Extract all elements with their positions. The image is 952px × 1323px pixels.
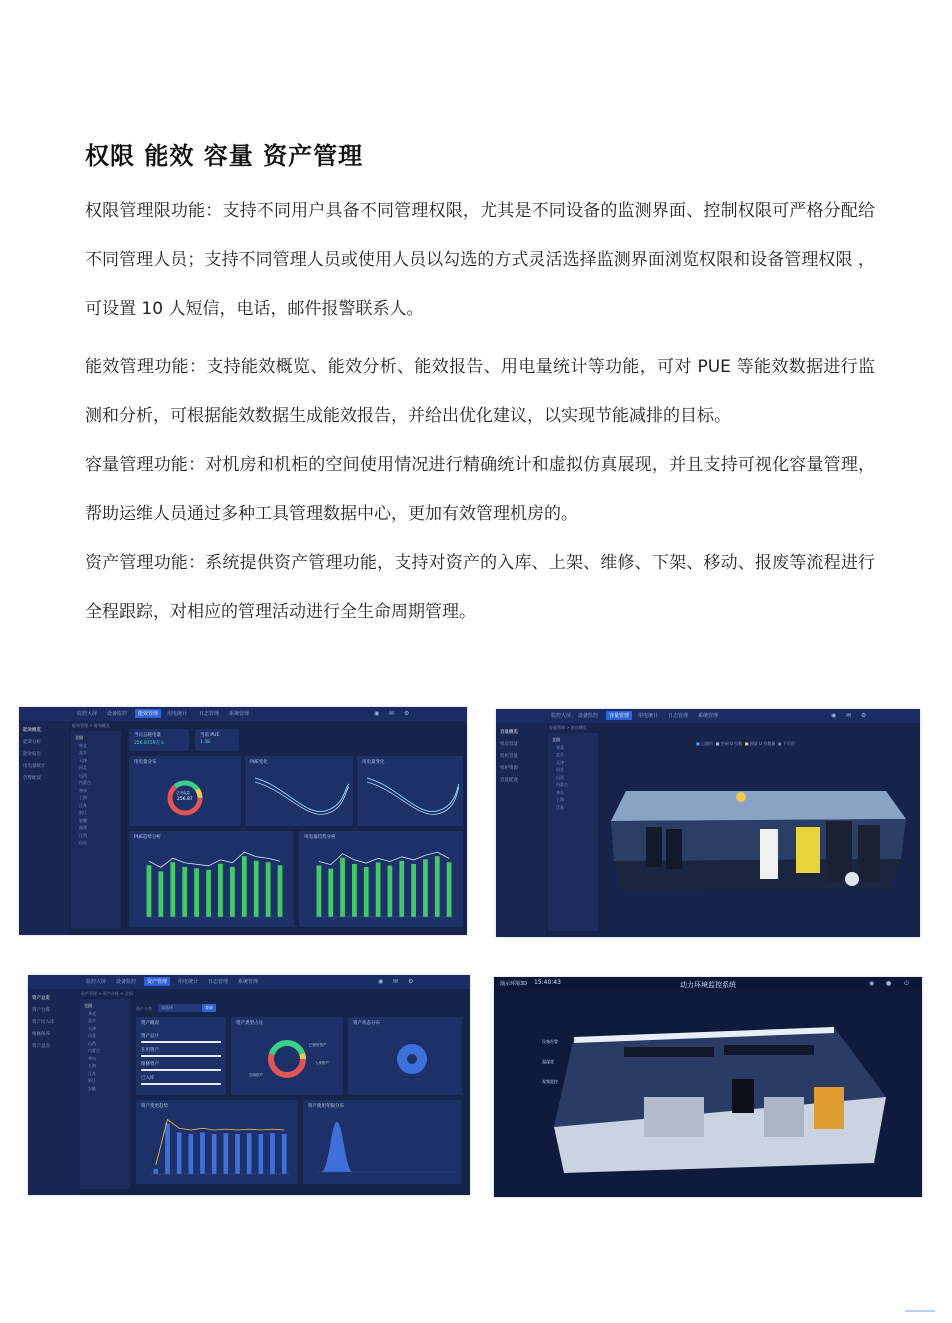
stat-label: 已入库	[141, 1076, 155, 1081]
chart-bar	[147, 865, 152, 917]
region-selector[interactable]: 演示环境3D	[500, 981, 528, 987]
panel-title: PUE变化	[250, 760, 268, 765]
sidebar-item[interactable]: 维修保养	[32, 1032, 50, 1037]
chart-bar	[259, 1134, 264, 1174]
breadcrumb: 能效管理 > 能效概览	[72, 723, 110, 728]
nav-item[interactable]: 用电统计	[638, 713, 659, 719]
legend-item: 空闲 U 位数	[720, 741, 743, 746]
kpi-label: 当日总耗电量	[134, 733, 161, 738]
bell-icon[interactable]: ◉	[374, 710, 380, 717]
nav-item-active[interactable]: 资产管理	[144, 977, 170, 986]
sidebar-item[interactable]: 能效概览	[23, 728, 41, 733]
tree-node[interactable]: 内蒙古	[88, 1048, 100, 1053]
chart-bar	[235, 1134, 240, 1174]
kpi-card	[195, 729, 239, 751]
chart-bar	[206, 870, 211, 917]
chart-bar	[165, 1124, 170, 1174]
tree-node[interactable]: 北京	[79, 750, 87, 755]
nav-item[interactable]: 监控大屏	[551, 713, 572, 719]
page-indicator	[905, 1310, 935, 1312]
chart-bar	[247, 1133, 252, 1174]
panel-title: 资产概况	[141, 1021, 159, 1026]
nav-item[interactable]: 日志管理	[199, 711, 220, 717]
panel-title: 用电量分布	[134, 760, 157, 765]
breadcrumb: 容量管理 > 机房概览	[549, 725, 587, 730]
tree-node[interactable]: 华东	[556, 789, 564, 795]
bell-icon[interactable]: ◉	[378, 978, 384, 985]
nav-item[interactable]: 设备监控	[107, 711, 128, 717]
tree-node[interactable]: 江西	[79, 832, 87, 838]
chart-bar	[411, 864, 416, 917]
panel-title: 资产状态分布	[353, 1021, 380, 1026]
chart-bar	[200, 1132, 205, 1174]
tree-node[interactable]: 安徽	[88, 1085, 96, 1091]
panel-asset-status	[348, 1017, 462, 1095]
sidebar-item[interactable]: 能效分析	[23, 740, 41, 745]
overlay-label[interactable]: 视频监控	[542, 1079, 558, 1084]
panel-asset-change-trend	[136, 1100, 298, 1184]
search-button[interactable]: 查询	[202, 1004, 216, 1012]
chart-bar	[364, 867, 369, 917]
bar-chart	[299, 831, 463, 927]
mail-icon[interactable]: ✉	[389, 710, 395, 717]
tree-node[interactable]: 上海	[79, 795, 87, 800]
kpi-value: 256.8759万 k	[134, 741, 165, 746]
nav-item[interactable]: 用电统计	[167, 711, 188, 717]
panel-asset-summary	[136, 1017, 226, 1095]
chart-bar	[352, 864, 357, 917]
progress-bar	[141, 1083, 221, 1085]
tree-node[interactable]: 山东	[79, 840, 87, 845]
chart-line	[156, 1120, 284, 1165]
pie-label: 空闲资产	[249, 1073, 263, 1077]
nav-item[interactable]: 监控大屏	[86, 979, 107, 985]
filter-select[interactable]: 请选择	[158, 1004, 201, 1012]
chart-bar	[189, 1134, 194, 1174]
legend: ■ 已使用 ■ 空闲 U 位数 ■ 预留 U 位数量 ■ 不可用	[696, 741, 795, 746]
tree-node[interactable]: 华东	[88, 1055, 96, 1061]
line-chart	[245, 756, 353, 826]
stat-label: 在用资产	[141, 1048, 159, 1053]
top-nav-bar	[19, 707, 467, 721]
screenshot-capacity-management	[496, 709, 920, 937]
chart-bar	[194, 868, 199, 917]
sidebar-item[interactable]: 机房容量	[500, 742, 518, 747]
panel-pue-trend	[129, 831, 294, 927]
panel-title: 用电量变化	[362, 760, 385, 765]
user-icon[interactable]: ●	[886, 980, 892, 987]
kpi-value: 1.38	[200, 740, 211, 745]
stat-label: 维修资产	[141, 1062, 159, 1067]
sidebar-item[interactable]: 资产总览	[32, 996, 50, 1001]
chart-bar	[282, 1134, 287, 1174]
building-3d-model	[494, 977, 922, 1197]
panel-title: PUE趋势分析	[134, 835, 161, 840]
panel-usage-trend	[299, 831, 463, 927]
nav-item-active[interactable]: 能效管理	[135, 709, 161, 718]
sidebar	[28, 989, 78, 1195]
chart-bar	[212, 1134, 217, 1174]
screenshot-energy-management	[19, 707, 467, 935]
filter-label: 资产分类	[136, 1006, 152, 1011]
tree-node[interactable]: 内蒙古	[556, 782, 568, 787]
overlay-label[interactable]: 温湿度	[542, 1059, 554, 1064]
chart-bar	[170, 862, 175, 917]
settings-icon[interactable]: ⚙	[404, 710, 410, 717]
sidebar-item[interactable]: 机柜资源	[500, 766, 518, 771]
alarm-icon[interactable]: ◉	[869, 980, 875, 987]
tree-node[interactable]: 江苏	[79, 802, 87, 808]
panel-title: 资产使用年限分布	[308, 1104, 344, 1109]
chart-bar	[278, 865, 283, 917]
sidebar	[19, 721, 69, 935]
sidebar-item[interactable]: 资产盘点	[32, 1044, 50, 1049]
kpi-label: 当前 PUE	[200, 733, 220, 738]
sidebar-item[interactable]: 资产台账	[32, 1008, 50, 1013]
panel-title: 用电量趋势分析	[304, 835, 336, 840]
region-tree	[80, 999, 130, 1189]
panel-usage-distribution	[129, 756, 241, 826]
mail-icon[interactable]: ✉	[846, 712, 852, 719]
nav-item[interactable]: 用电统计	[178, 979, 199, 985]
tree-node[interactable]: 福建	[79, 825, 87, 830]
chart-bar	[218, 864, 223, 917]
kpi-card	[129, 729, 189, 751]
donut-chart	[231, 1017, 343, 1095]
tree-node[interactable]: 山西	[79, 772, 87, 778]
panel-asset-type-ratio	[231, 1017, 343, 1095]
tree-node[interactable]: 上海	[88, 1063, 96, 1068]
tree-node[interactable]: 安徽	[79, 817, 87, 823]
nav-item[interactable]: 系统管理	[698, 713, 719, 719]
settings-icon[interactable]: ⚙	[408, 978, 414, 985]
tree-node[interactable]: 上海	[556, 797, 564, 802]
legend-item: 已使用	[701, 741, 714, 746]
breadcrumb: 资产管理 > 资产台账 > 全国	[81, 991, 133, 996]
chart-bar	[158, 871, 163, 917]
stat-label: 资产总计	[141, 1034, 159, 1039]
nav-item[interactable]: 设备监控	[578, 713, 599, 719]
overlay-label[interactable]: 设备告警	[542, 1039, 558, 1044]
tree-node[interactable]: 天津	[556, 759, 564, 765]
chart-bar	[177, 1132, 182, 1174]
nav-item[interactable]: 日志管理	[668, 713, 689, 719]
pie-label: 入库资产	[315, 1061, 329, 1065]
sidebar-item[interactable]: 机柜容量	[500, 754, 518, 759]
progress-bar	[141, 1041, 221, 1043]
tree-node[interactable]: 山西	[88, 1040, 96, 1046]
tree-node[interactable]: 全国	[75, 735, 83, 740]
bell-icon[interactable]: ◉	[831, 712, 837, 719]
screenshot-asset-management	[28, 975, 470, 1195]
tree-node[interactable]: 华东	[79, 787, 87, 793]
progress-bar	[141, 1069, 221, 1071]
tree-node[interactable]: 浙江	[88, 1078, 96, 1083]
sidebar-item[interactable]: 用电量统计	[23, 764, 46, 769]
sidebar-item[interactable]: 容量配置	[500, 778, 518, 783]
tree-node[interactable]: 北京	[556, 752, 564, 757]
nav-item[interactable]: 设备监控	[116, 979, 137, 985]
tree-node[interactable]: 浙江	[79, 810, 87, 815]
nav-item[interactable]: 系统管理	[229, 711, 250, 717]
section-heading: 权限 能效 容量 资产管理	[85, 142, 364, 170]
tree-node[interactable]: 天津	[79, 757, 87, 763]
chart-bar	[376, 862, 381, 917]
chart-bar	[266, 862, 271, 917]
tree-node[interactable]: 华北	[79, 742, 87, 748]
tree-node[interactable]: 河北	[556, 767, 564, 772]
legend-item: 预留 U 位数量	[749, 741, 776, 746]
chart-bar	[224, 1133, 229, 1174]
progress-bar	[141, 1055, 221, 1057]
chart-line	[149, 852, 280, 867]
tree-node[interactable]: 天津	[88, 1025, 96, 1031]
sidebar-item[interactable]: 容量概览	[500, 730, 518, 735]
paragraph-asset: 资产管理功能：系统提供资产管理功能，支持对资产的入库、上架、维修、下架、移动、报废等流程进行全程跟踪，对相应的管理活动进行全生命周期管理。	[85, 553, 875, 622]
tree-node[interactable]: 华北	[556, 744, 564, 750]
tree-node[interactable]: 江苏	[556, 804, 564, 810]
panel-title: 资产类型占比	[236, 1021, 263, 1026]
panel-asset-age	[303, 1100, 462, 1184]
tree-node[interactable]: 北京	[88, 1018, 96, 1023]
chart-bar	[182, 867, 187, 917]
legend-item: 不可用	[782, 741, 795, 746]
chart-bar	[435, 856, 440, 917]
sidebar-item[interactable]: 资产出入库	[32, 1020, 55, 1025]
tree-node[interactable]: 全国	[552, 737, 560, 742]
nav-item[interactable]: 监控大屏	[77, 711, 98, 717]
chart-bar	[340, 858, 345, 917]
chart-bar	[328, 869, 333, 917]
tree-node[interactable]: 河北	[79, 765, 87, 770]
panel-title: 资产变更趋势	[141, 1104, 168, 1109]
tree-node[interactable]: 内蒙古	[79, 780, 91, 785]
chart-line	[319, 852, 449, 864]
panel-pue-change	[245, 756, 353, 826]
pie-label: 已使用资产	[309, 1043, 327, 1047]
clock: 15:40:43	[534, 979, 561, 986]
chart-bar	[447, 862, 452, 917]
chart-bar	[230, 867, 235, 917]
system-title: 动力环境监控系统	[680, 981, 736, 989]
tree-node[interactable]: 山西	[556, 774, 564, 780]
line-chart	[357, 756, 463, 826]
donut-value: 256.87	[177, 797, 193, 802]
chart-bar	[154, 1169, 159, 1174]
server-room-3d-model	[496, 709, 920, 937]
tree-node[interactable]: 河北	[88, 1033, 96, 1038]
tree-node[interactable]: 华北	[88, 1010, 96, 1016]
settings-icon[interactable]: ⚙	[861, 712, 867, 719]
nav-item[interactable]: 系统管理	[238, 979, 259, 985]
nav-item[interactable]: 日志管理	[208, 979, 229, 985]
donut-label: 总用电量	[176, 791, 190, 795]
chart-bar	[317, 865, 322, 917]
chart-bar	[423, 859, 428, 917]
paragraph-permission: 权限管理限功能：支持不同用户具备不同管理权限，尤其是不同设备的监测界面、控制权限可严格分配给不同管理人员；支持不同管理人员或使用人员以勾选的方式灵活选择监测界面浏览权限和设备管理权限 ，可设置 10 人短信，电话，邮件报警联系人。	[85, 201, 875, 319]
area-chart	[303, 1100, 462, 1184]
nav-item-active[interactable]: 容量管理	[606, 711, 632, 720]
top-nav-bar	[28, 975, 470, 989]
chart-bar	[242, 856, 247, 917]
chart-bar	[388, 865, 393, 917]
tree-node[interactable]: 江苏	[88, 1070, 96, 1076]
tree-node[interactable]: 全国	[84, 1003, 92, 1008]
sidebar-item[interactable]: 告警配置	[23, 776, 41, 781]
paragraph-capacity: 容量管理功能：对机房和机柜的空间使用情况进行精确统计和虚拟仿真展现，并且支持可视化容量管理，帮助运维人员通过多种工具管理数据中心，更加有效管理机房的。	[85, 455, 875, 524]
region-tree	[71, 731, 121, 929]
paragraph-energy: 能效管理功能：支持能效概览、能效分析、能效报告、用电量统计等功能，可对 PUE 等能效数据进行监测和分析，可根据能效数据生成能效报告，并给出优化建议，以实现节能减排的目标。	[85, 357, 875, 426]
ring-chart	[348, 1017, 462, 1095]
bar-chart	[129, 831, 294, 927]
sidebar-item[interactable]: 能效报告	[23, 752, 41, 757]
chart-bar	[399, 861, 404, 917]
panel-usage-change	[357, 756, 463, 826]
bar-chart	[136, 1100, 298, 1184]
mail-icon[interactable]: ✉	[393, 978, 399, 985]
exit-icon[interactable]: ⏻	[904, 980, 909, 987]
chart-bar	[270, 1133, 275, 1174]
chart-bar	[254, 861, 259, 917]
screenshot-environment-monitoring	[494, 977, 922, 1197]
